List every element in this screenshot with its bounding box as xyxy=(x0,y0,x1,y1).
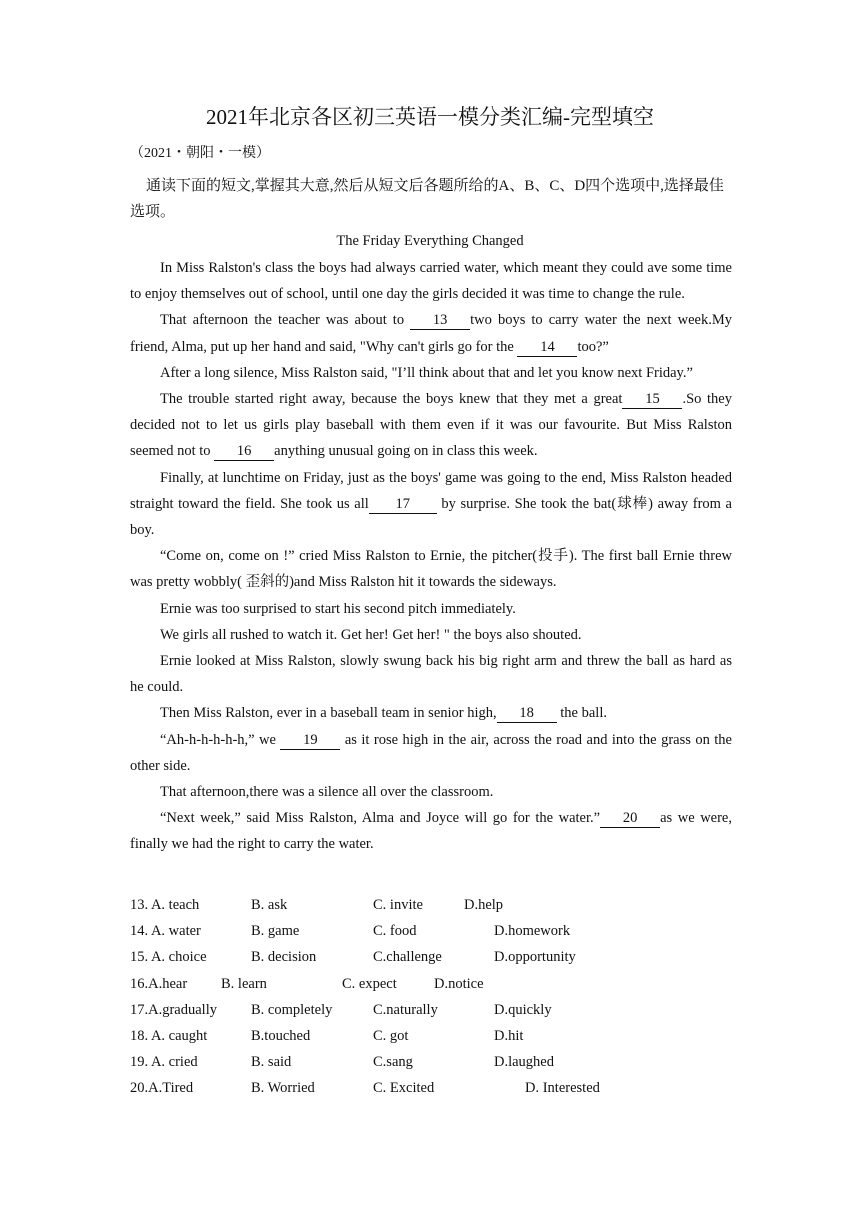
option-a: 18. A. caught xyxy=(130,1027,208,1044)
paragraph-11-text-a: “Ah-h-h-h-h-h,” we xyxy=(160,731,281,748)
paragraph-9: Ernie looked at Miss Ralston, slowly swung back his big right arm and threw the ball as hard as he could. xyxy=(130,653,732,696)
paragraph-11 xyxy=(130,727,732,779)
option-row-14 xyxy=(130,918,750,944)
option-d: D.quickly xyxy=(494,1001,552,1018)
option-d: D.opportunity xyxy=(494,949,576,966)
blank-15: 15 xyxy=(622,391,682,409)
paragraph-6: “Come on, come on !” cried Miss Ralston to Ernie, the pitcher(投手). The first ball Ernie threw was pretty wobbly( 歪斜的)and Miss Ralston hit it towards the sideways. xyxy=(130,548,732,591)
paragraph-11-text-b: as it rose high in the air, across the road and into the grass on the other side. xyxy=(130,731,732,774)
paragraph-10-text-a: Then Miss Ralston, ever in a baseball team in senior high, xyxy=(160,705,497,722)
blank-19: 19 xyxy=(280,732,340,750)
paragraph-4 xyxy=(130,386,732,465)
option-d: D.help xyxy=(464,897,504,913)
option-row-15 xyxy=(130,944,750,970)
paragraph-13-text-a: “Next week,” said Miss Ralston, Alma and Joyce will go for the water.” xyxy=(160,810,601,827)
option-c: C. got xyxy=(373,1027,409,1044)
option-d: D.notice xyxy=(434,975,484,992)
option-a: 16.A.hear xyxy=(130,975,188,992)
option-row-19 xyxy=(130,1049,750,1075)
paragraph-2 xyxy=(130,307,732,359)
option-row-18 xyxy=(130,1023,750,1049)
blank-13: 13 xyxy=(410,312,470,330)
option-d: D.homework xyxy=(494,923,571,940)
story-title: The Friday Everything Changed xyxy=(336,233,524,249)
option-row-20 xyxy=(130,1075,750,1101)
paragraph-5-text-b: by surprise. She took the bat(球棒) away from a boy. xyxy=(130,495,732,539)
option-b: B. said xyxy=(251,1054,292,1071)
option-a: 20.A.Tired xyxy=(130,1080,194,1097)
paragraph-12: That afternoon,there was a silence all over the classroom. xyxy=(160,784,494,801)
option-b: B. ask xyxy=(251,897,288,913)
option-a: 15. A. choice xyxy=(130,949,207,966)
paragraph-4-text-a: The trouble started right away, because the boys knew that they met a great xyxy=(160,391,623,408)
option-b: B. Worried xyxy=(251,1080,315,1097)
instruction-text: 通读下面的短文,掌握其大意,然后从短文后各题所给的A、B、C、D四个选项中,选择最佳选项。 xyxy=(130,178,724,220)
blank-17: 17 xyxy=(369,496,437,514)
option-c: C.naturally xyxy=(373,1001,438,1018)
source-label: （2021・朝阳・一模） xyxy=(130,146,270,161)
option-b: B. learn xyxy=(221,975,267,992)
paragraph-2-text-c: too?” xyxy=(577,338,609,355)
option-d: D.hit xyxy=(494,1027,524,1044)
paragraph-1: In Miss Ralston's class the boys had always carried water, which meant they could ave some time to enjoy themselves out of school, until one day the girls decided it was time to change the rule. xyxy=(130,260,732,303)
option-b: B. completely xyxy=(251,1001,333,1018)
paragraph-3: After a long silence, Miss Ralston said, "I’ll think about that and let you know next Friday.” xyxy=(160,364,693,381)
paragraph-4-text-b: .So they decided not to let us girls play baseball with them even if it was our favourite. But Miss Ralston seemed not to xyxy=(130,391,732,460)
paragraph-10 xyxy=(130,700,732,726)
option-row-17 xyxy=(130,997,750,1023)
paragraph-10-text-b: the ball. xyxy=(556,705,607,722)
option-c: C. expect xyxy=(342,975,397,992)
option-b: B. decision xyxy=(251,949,317,966)
paragraph-5 xyxy=(130,465,732,544)
answer-options xyxy=(130,892,750,1102)
blank-18: 18 xyxy=(497,705,557,723)
paragraph-5-text-a: Finally, at lunchtime on Friday, just as the boys' game was going to the end, Miss Ralston headed straight toward the field. She took us all xyxy=(130,469,732,512)
option-c: C.sang xyxy=(373,1054,413,1071)
paragraph-13 xyxy=(130,805,732,857)
option-d: D. Interested xyxy=(525,1080,600,1097)
option-a: 14. A. water xyxy=(130,923,201,940)
option-a: 17.A.gradually xyxy=(130,1001,217,1018)
option-c: C.challenge xyxy=(373,949,442,966)
option-row-13 xyxy=(130,892,750,918)
blank-16: 16 xyxy=(214,443,274,461)
paragraph-8: We girls all rushed to watch it. Get her! Get her! " the boys also shouted. xyxy=(160,626,582,643)
blank-14: 14 xyxy=(517,339,577,357)
option-a: 13. A. teach xyxy=(130,897,200,913)
option-c: C. Excited xyxy=(373,1080,435,1097)
option-c: C. invite xyxy=(373,897,423,913)
option-a: 19. A. cried xyxy=(130,1054,198,1071)
page-title: 2021年北京各区初三英语一模分类汇编-完型填空 xyxy=(206,105,654,129)
blank-20: 20 xyxy=(600,810,660,828)
option-row-16 xyxy=(130,971,750,997)
paragraph-4-text-c: anything unusual going on in class this week. xyxy=(274,443,538,460)
paragraph-13-text-b: as we were, finally we had the right to carry the water. xyxy=(130,810,732,853)
paragraph-2-text-a: That afternoon the teacher was about to xyxy=(160,312,411,329)
paragraph-7: Ernie was too surprised to start his second pitch immediately. xyxy=(160,600,516,617)
paragraph-2-text-b: two boys to carry water the next week.My friend, Alma, put up her hand and said, "Why can't girls go for the xyxy=(130,312,732,355)
option-d: D.laughed xyxy=(494,1054,554,1071)
option-c: C. food xyxy=(373,923,417,940)
option-b: B.touched xyxy=(251,1027,311,1044)
option-b: B. game xyxy=(251,923,300,940)
passage xyxy=(130,255,732,858)
